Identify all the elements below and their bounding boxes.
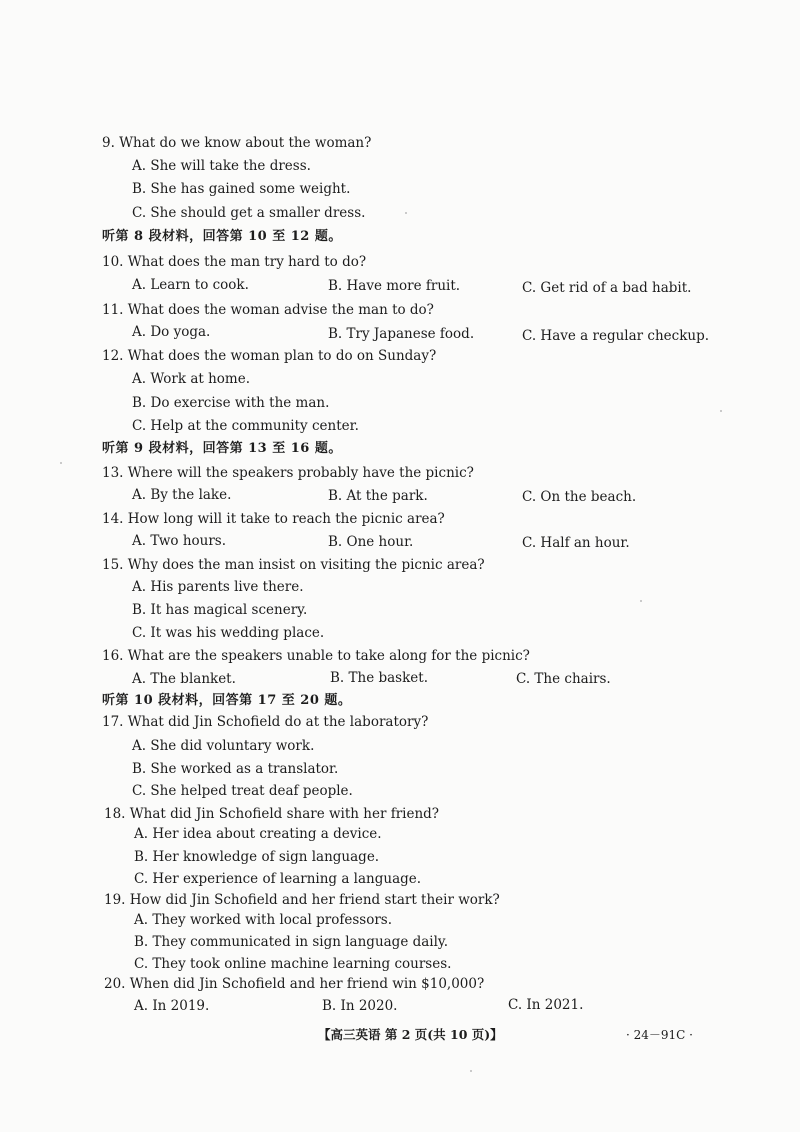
page-footer-title: 【高三英语 第 2 页(共 10 页)】	[318, 1027, 503, 1042]
option-18b: B. Her knowledge of sign language.	[134, 849, 380, 865]
section-8-instruction: 听第 8 段材料，回答第 10 至 12 题。	[102, 229, 342, 244]
section-9-instruction: 听第 9 段材料，回答第 13 至 16 题。	[102, 441, 342, 456]
question-10: 10. What does the man try hard to do?	[102, 254, 367, 270]
question-17: 17. What did Jin Schofield do at the laboratory?	[102, 714, 429, 730]
option-15c: C. It was his wedding place.	[132, 625, 325, 641]
option-11c: C. Have a regular checkup.	[522, 328, 710, 344]
option-19b: B. They communicated in sign language daily.	[134, 934, 449, 950]
scan-speck	[640, 600, 642, 602]
option-10c: C. Get rid of a bad habit.	[522, 280, 692, 296]
option-12b: B. Do exercise with the man.	[132, 395, 330, 411]
option-19a: A. They worked with local professors.	[134, 912, 392, 928]
question-13: 13. Where will the speakers probably have the picnic?	[102, 465, 474, 481]
question-15: 15. Why does the man insist on visiting the picnic area?	[102, 557, 485, 573]
option-15b: B. It has magical scenery.	[132, 602, 308, 618]
option-17c: C. She helped treat deaf people.	[132, 783, 353, 799]
option-12c: C. Help at the community center.	[132, 418, 359, 434]
question-11: 11. What does the woman advise the man to do?	[102, 302, 434, 318]
question-20: 20. When did Jin Schofield and her friend win $10,000?	[104, 976, 485, 992]
option-9b: B. She has gained some weight.	[132, 181, 351, 197]
question-9: 9. What do we know about the woman?	[102, 135, 372, 151]
scan-speck	[470, 1070, 472, 1072]
option-10b: B. Have more fruit.	[328, 278, 461, 294]
option-13b: B. At the park.	[328, 488, 428, 504]
scan-speck	[720, 410, 722, 412]
option-13a: A. By the lake.	[132, 487, 232, 503]
option-12a: A. Work at home.	[132, 371, 251, 387]
option-20c: C. In 2021.	[508, 997, 584, 1013]
page-footer-code: · 24－91C ·	[626, 1028, 693, 1042]
question-18: 18. What did Jin Schofield share with her friend?	[104, 806, 440, 822]
option-9a: A. She will take the dress.	[132, 158, 311, 174]
question-12: 12. What does the woman plan to do on Sunday?	[102, 348, 437, 364]
option-16c: C. The chairs.	[516, 671, 611, 687]
option-11b: B. Try Japanese food.	[328, 326, 475, 342]
option-17b: B. She worked as a translator.	[132, 761, 339, 777]
option-14b: B. One hour.	[328, 534, 414, 550]
option-17a: A. She did voluntary work.	[132, 738, 315, 754]
question-19: 19. How did Jin Schofield and her friend start their work?	[104, 892, 500, 908]
question-14: 14. How long will it take to reach the picnic area?	[102, 511, 445, 527]
scan-speck	[60, 462, 62, 464]
option-10a: A. Learn to cook.	[132, 277, 249, 293]
option-19c: C. They took online machine learning courses.	[134, 956, 452, 972]
scan-speck	[405, 212, 407, 214]
option-14a: A. Two hours.	[132, 533, 227, 549]
option-20b: B. In 2020.	[322, 998, 398, 1014]
option-9c: C. She should get a smaller dress.	[132, 205, 366, 221]
option-18a: A. Her idea about creating a device.	[134, 826, 382, 842]
question-16: 16. What are the speakers unable to take along for the picnic?	[102, 648, 530, 664]
option-16b: B. The basket.	[330, 670, 428, 686]
option-14c: C. Half an hour.	[522, 535, 630, 551]
option-11a: A. Do yoga.	[132, 324, 211, 340]
option-15a: A. His parents live there.	[132, 579, 304, 595]
section-10-instruction: 听第 10 段材料，回答第 17 至 20 题。	[102, 693, 352, 708]
option-13c: C. On the beach.	[522, 489, 637, 505]
option-16a: A. The blanket.	[132, 671, 236, 687]
option-18c: C. Her experience of learning a language.	[134, 871, 422, 887]
option-20a: A. In 2019.	[134, 998, 210, 1014]
